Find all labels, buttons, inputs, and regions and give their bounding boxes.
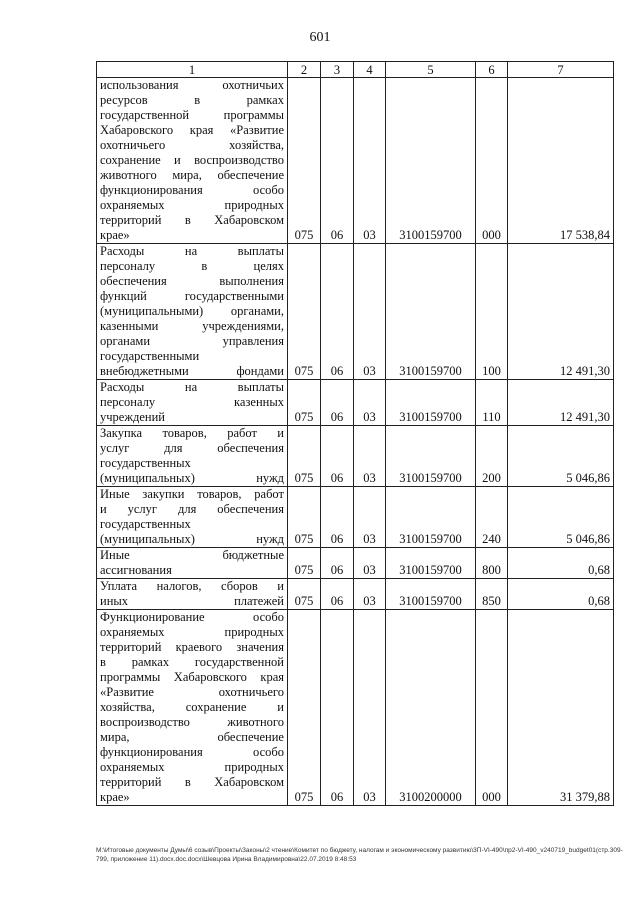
row-ministry: 075 (288, 426, 321, 487)
budget-table (96, 61, 614, 806)
row-subsection: 03 (354, 610, 386, 806)
table-row (97, 610, 614, 806)
row-name: Расходы на выплаты персоналу в целях обеспечения выполнения функций государственными (муниципальными) органами, казенными учреждениями, органами управления государственными внебюджетными фондами (97, 244, 288, 380)
row-ministry: 075 (288, 579, 321, 610)
row-ministry: 075 (288, 244, 321, 380)
row-ministry: 075 (288, 380, 321, 426)
row-expense-type: 000 (476, 78, 508, 244)
header-col-3: 3 (321, 62, 354, 78)
row-ministry: 075 (288, 548, 321, 579)
header-col-5: 5 (386, 62, 476, 78)
table-row (97, 487, 614, 548)
header-col-1: 1 (97, 62, 288, 78)
row-subsection: 03 (354, 426, 386, 487)
row-amount: 17 538,84 (508, 78, 614, 244)
row-ministry: 075 (288, 487, 321, 548)
row-name: Расходы на выплаты персоналу казенных учреждений (97, 380, 288, 426)
row-target-article: 3100159700 (386, 548, 476, 579)
table-row (97, 78, 614, 244)
row-target-article: 3100159700 (386, 380, 476, 426)
row-section: 06 (321, 244, 354, 380)
row-target-article: 3100159700 (386, 244, 476, 380)
row-amount: 12 491,30 (508, 380, 614, 426)
row-name: использования охотничьих ресурсов в рамках государственной программы Хабаровского края «Развитие охотничьего хозяйства, сохранение и воспроизводство животного мира, обеспечение функционирования особо охраняемых природных территорий в Хабаровском крае» (97, 78, 288, 244)
row-name: Иные бюджетные ассигнования (97, 548, 288, 579)
row-subsection: 03 (354, 380, 386, 426)
row-subsection: 03 (354, 78, 386, 244)
row-expense-type: 800 (476, 548, 508, 579)
header-col-7: 7 (508, 62, 614, 78)
row-subsection: 03 (354, 244, 386, 380)
row-expense-type: 100 (476, 244, 508, 380)
row-expense-type: 850 (476, 579, 508, 610)
row-expense-type: 240 (476, 487, 508, 548)
row-section: 06 (321, 380, 354, 426)
row-amount: 31 379,88 (508, 610, 614, 806)
row-target-article: 3100159700 (386, 426, 476, 487)
row-expense-type: 110 (476, 380, 508, 426)
row-amount: 5 046,86 (508, 487, 614, 548)
row-amount: 12 491,30 (508, 244, 614, 380)
table-row (97, 380, 614, 426)
row-section: 06 (321, 610, 354, 806)
row-subsection: 03 (354, 487, 386, 548)
row-ministry: 075 (288, 78, 321, 244)
row-name: Функционирование особо охраняемых природных территорий краевого значения в рамках государственной программы Хабаровского края «Развитие охотничьего хозяйства, сохранение и воспроизводство животного мира, обеспечение функционирования особо охраняемых природных территорий в Хабаровском крае» (97, 610, 288, 806)
row-section: 06 (321, 426, 354, 487)
row-section: 06 (321, 487, 354, 548)
row-section: 06 (321, 78, 354, 244)
row-target-article: 3100200000 (386, 610, 476, 806)
table-row (97, 579, 614, 610)
page-number: 601 (309, 30, 331, 45)
row-subsection: 03 (354, 579, 386, 610)
row-target-article: 3100159700 (386, 487, 476, 548)
header-col-6: 6 (476, 62, 508, 78)
table-row (97, 244, 614, 380)
row-expense-type: 000 (476, 610, 508, 806)
row-name: Иные закупки товаров, работ и услуг для обеспечения государственных (муниципальных) нужд (97, 487, 288, 548)
row-subsection: 03 (354, 548, 386, 579)
row-amount: 5 046,86 (508, 426, 614, 487)
row-amount: 0,68 (508, 548, 614, 579)
row-target-article: 3100159700 (386, 579, 476, 610)
row-amount: 0,68 (508, 579, 614, 610)
row-name: Уплата налогов, сборов и иных платежей (97, 579, 288, 610)
file-path-footer: M:\Итоговые документы Думы\6 созыв\Проекты\Законы\2 чтение\Комитет по бюджету, налогам и экономическому развитию\3П-VI-490\пр2-VI-490_v240719_budget01(стр.309-799, приложение 11).docx.doc.docx\Шевцова Ирина Владимировна\22.07.2019 8:48:53 (96, 847, 623, 863)
table-row (97, 426, 614, 487)
row-expense-type: 200 (476, 426, 508, 487)
row-target-article: 3100159700 (386, 78, 476, 244)
row-ministry: 075 (288, 610, 321, 806)
header-col-2: 2 (288, 62, 321, 78)
row-section: 06 (321, 548, 354, 579)
row-section: 06 (321, 579, 354, 610)
header-col-4: 4 (354, 62, 386, 78)
row-name: Закупка товаров, работ и услуг для обеспечения государственных (муниципальных) нужд (97, 426, 288, 487)
table-row (97, 548, 614, 579)
table-header-row (97, 62, 614, 78)
